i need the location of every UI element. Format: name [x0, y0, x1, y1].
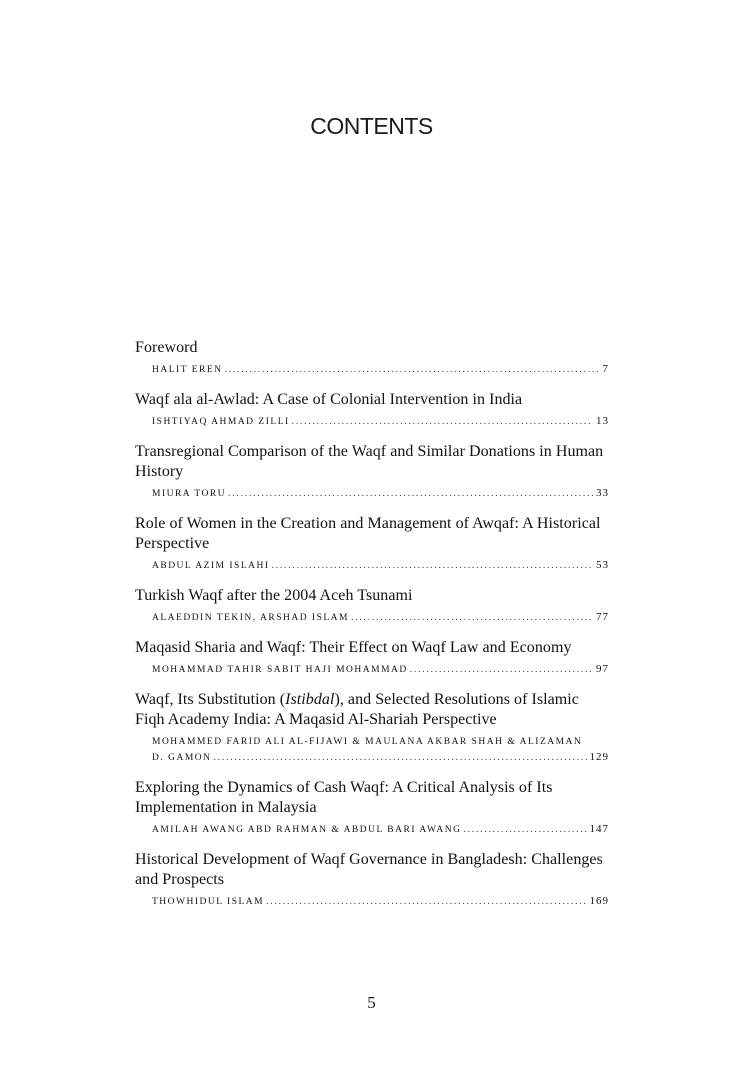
entry-author: ISHTIYAQ AHMAD ZILLI: [152, 417, 290, 427]
entry-title-italic: Istibdal: [285, 691, 335, 708]
entry-page: 97: [596, 663, 609, 675]
dot-leader: [351, 611, 593, 625]
entry-page: 13: [596, 415, 609, 427]
entry-author: ALAEDDIN TEKIN, ARSHAD ISLAM: [152, 613, 349, 623]
entry-title: Foreword: [135, 339, 198, 356]
entry-title: Turkish Waqf after the 2004 Aceh Tsunami: [135, 587, 413, 604]
toc-entry-waqf-substitution[interactable]: [135, 690, 609, 765]
entry-page: 77: [596, 611, 609, 623]
entry-author-line: [135, 558, 609, 573]
entry-page: 147: [589, 823, 609, 835]
entry-page: 7: [602, 363, 609, 375]
page-number: 5: [367, 993, 376, 1012]
entry-title-part: Waqf, Its Substitution (: [135, 691, 286, 708]
entry-author: ABDUL AZIM ISLAHI: [152, 561, 270, 571]
entry-title: Maqasid Sharia and Waqf: Their Effect on Waqf Law and Economy: [135, 639, 572, 656]
entry-page: 33: [596, 487, 609, 499]
dot-leader: [228, 487, 593, 501]
toc-entry-waqf-governance-bangladesh[interactable]: [135, 850, 609, 909]
toc-entry-maqasid-sharia[interactable]: [135, 638, 609, 677]
entry-title: Exploring the Dynamics of Cash Waqf: A Critical Analysis of Its Implementation in Malaysia: [135, 779, 553, 816]
dot-leader: [292, 415, 593, 429]
entry-author: HALIT EREN: [152, 365, 223, 375]
entry-author-continued: D. GAMON: [152, 753, 212, 763]
entry-title: Historical Development of Waqf Governance in Bangladesh: Challenges and Prospects: [135, 851, 603, 888]
entry-author-line: [135, 486, 609, 501]
entry-title: Role of Women in the Creation and Management of Awqaf: A Historical Perspective: [135, 515, 601, 552]
entry-page: 53: [596, 559, 609, 571]
dot-leader: [266, 895, 586, 909]
entry-page: 129: [589, 751, 609, 763]
dot-leader: [272, 559, 593, 573]
entry-author-line: [135, 822, 609, 837]
toc-entry-waqf-ala-al-awlad[interactable]: [135, 390, 609, 429]
page-title: CONTENTS: [310, 113, 433, 139]
table-of-contents: [135, 338, 609, 922]
entry-title: Transregional Comparison of the Waqf and Similar Donations in Human History: [135, 443, 604, 480]
toc-entry-cash-waqf[interactable]: [135, 778, 609, 837]
entry-author-line: [135, 414, 609, 429]
entry-author-line: [135, 362, 609, 377]
entry-author-line: [135, 894, 609, 909]
entry-author: AMILAH AWANG ABD RAHMAN & ABDUL BARI AWANG: [152, 825, 462, 835]
entry-title: [135, 690, 609, 730]
dot-leader: [214, 751, 587, 765]
entry-author-line: [135, 610, 609, 625]
toc-entry-transregional-comparison[interactable]: [135, 442, 609, 501]
entry-title-part: ), and Selected Resolutions of Islamic Fiqh Academy India: A Maqasid Al-Shariah Perspective: [135, 691, 579, 728]
toc-entry-role-of-women[interactable]: [135, 514, 609, 573]
entry-title: Waqf ala al-Awlad: A Case of Colonial Intervention in India: [135, 391, 523, 408]
entry-author-line: [135, 662, 609, 677]
entry-author: MIURA TORU: [152, 489, 227, 499]
entry-author: THOWHIDUL ISLAM: [152, 897, 265, 907]
entry-author: MOHAMMAD TAHIR SABIT HAJI MOHAMMAD: [152, 665, 408, 675]
toc-entry-foreword[interactable]: [135, 338, 609, 377]
dot-leader: [410, 663, 593, 677]
dot-leader: [463, 823, 586, 837]
toc-entry-turkish-waqf[interactable]: [135, 586, 609, 625]
entry-author: MOHAMMED FARID ALI AL-FIJAWI & MAULANA AKBAR SHAH & ALIZAMAN: [152, 737, 583, 747]
dot-leader: [225, 363, 600, 377]
entry-page: 169: [589, 895, 609, 907]
entry-author-line: [135, 750, 609, 765]
